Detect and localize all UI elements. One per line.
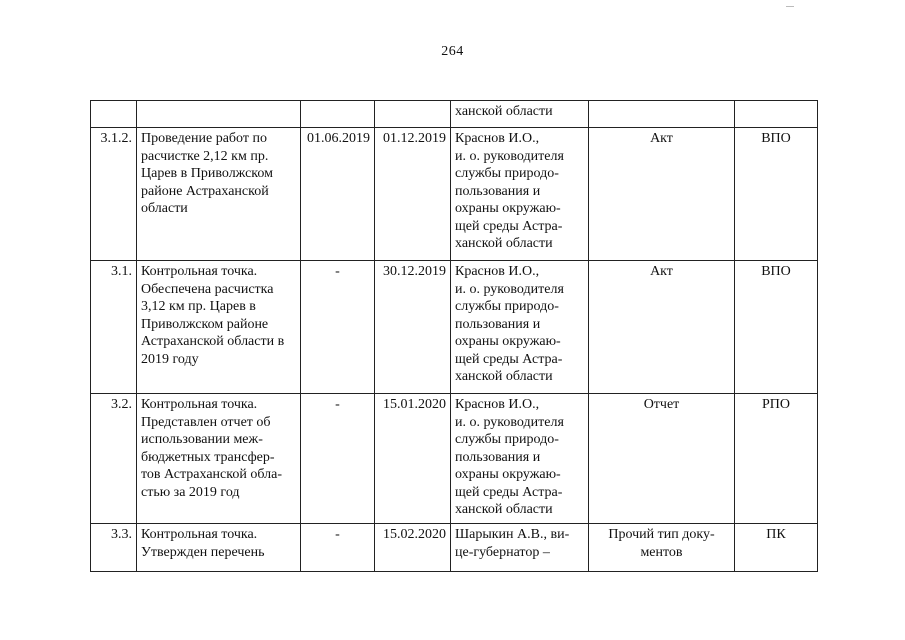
end-date-cell <box>375 101 451 128</box>
responsible-cell: Краснов И.О., и. о. руководителя службы природо- пользования и охраны окружаю- щей среды Астра- ханской области <box>451 261 589 394</box>
document-type-cell <box>589 101 735 128</box>
start-date-cell: 01.06.2019 <box>301 128 375 261</box>
row-number-cell: 3.3. <box>91 524 137 572</box>
start-date-cell: - <box>301 394 375 524</box>
responsible-cell: ханской области <box>451 101 589 128</box>
document-type-cell: Отчет <box>589 394 735 524</box>
end-date-cell: 15.02.2020 <box>375 524 451 572</box>
document-type-cell: Акт <box>589 261 735 394</box>
row-number-cell: 3.2. <box>91 394 137 524</box>
control-level-cell: ПК <box>735 524 818 572</box>
table-row <box>91 394 818 524</box>
scan-mark <box>786 6 794 7</box>
control-level-cell: РПО <box>735 394 818 524</box>
plan-table <box>90 100 818 572</box>
end-date-cell: 30.12.2019 <box>375 261 451 394</box>
responsible-cell: Шарыкин А.В., ви- це-губернатор – <box>451 524 589 572</box>
end-date-cell: 15.01.2020 <box>375 394 451 524</box>
end-date-cell: 01.12.2019 <box>375 128 451 261</box>
table-row <box>91 261 818 394</box>
start-date-cell: - <box>301 524 375 572</box>
row-number-cell: 3.1. <box>91 261 137 394</box>
responsible-cell: Краснов И.О., и. о. руководителя службы природо- пользования и охраны окружаю- щей среды Астра- ханской области <box>451 128 589 261</box>
event-name-cell: Контрольная точка. Представлен отчет об использовании меж- бюджетных трансфер- тов Астраханской обла- стью за 2019 год <box>137 394 301 524</box>
start-date-cell <box>301 101 375 128</box>
document-type-cell: Прочий тип доку- ментов <box>589 524 735 572</box>
table-row <box>91 128 818 261</box>
event-name-cell <box>137 101 301 128</box>
table-row <box>91 101 818 128</box>
page-number: 264 <box>441 44 464 59</box>
row-number-cell: 3.1.2. <box>91 128 137 261</box>
event-name-cell: Проведение работ по расчистке 2,12 км пр. Царев в Приволжском районе Астраханской области <box>137 128 301 261</box>
responsible-cell: Краснов И.О., и. о. руководителя службы природо- пользования и охраны окружаю- щей среды Астра- ханской области <box>451 394 589 524</box>
document-type-cell: Акт <box>589 128 735 261</box>
start-date-cell: - <box>301 261 375 394</box>
control-level-cell: ВПО <box>735 261 818 394</box>
event-name-cell: Контрольная точка. Утвержден перечень <box>137 524 301 572</box>
control-level-cell <box>735 101 818 128</box>
row-number-cell <box>91 101 137 128</box>
control-level-cell: ВПО <box>735 128 818 261</box>
event-name-cell: Контрольная точка. Обеспечена расчистка 3,12 км пр. Царев в Приволжском районе Астраханской области в 2019 году <box>137 261 301 394</box>
table-row <box>91 524 818 572</box>
